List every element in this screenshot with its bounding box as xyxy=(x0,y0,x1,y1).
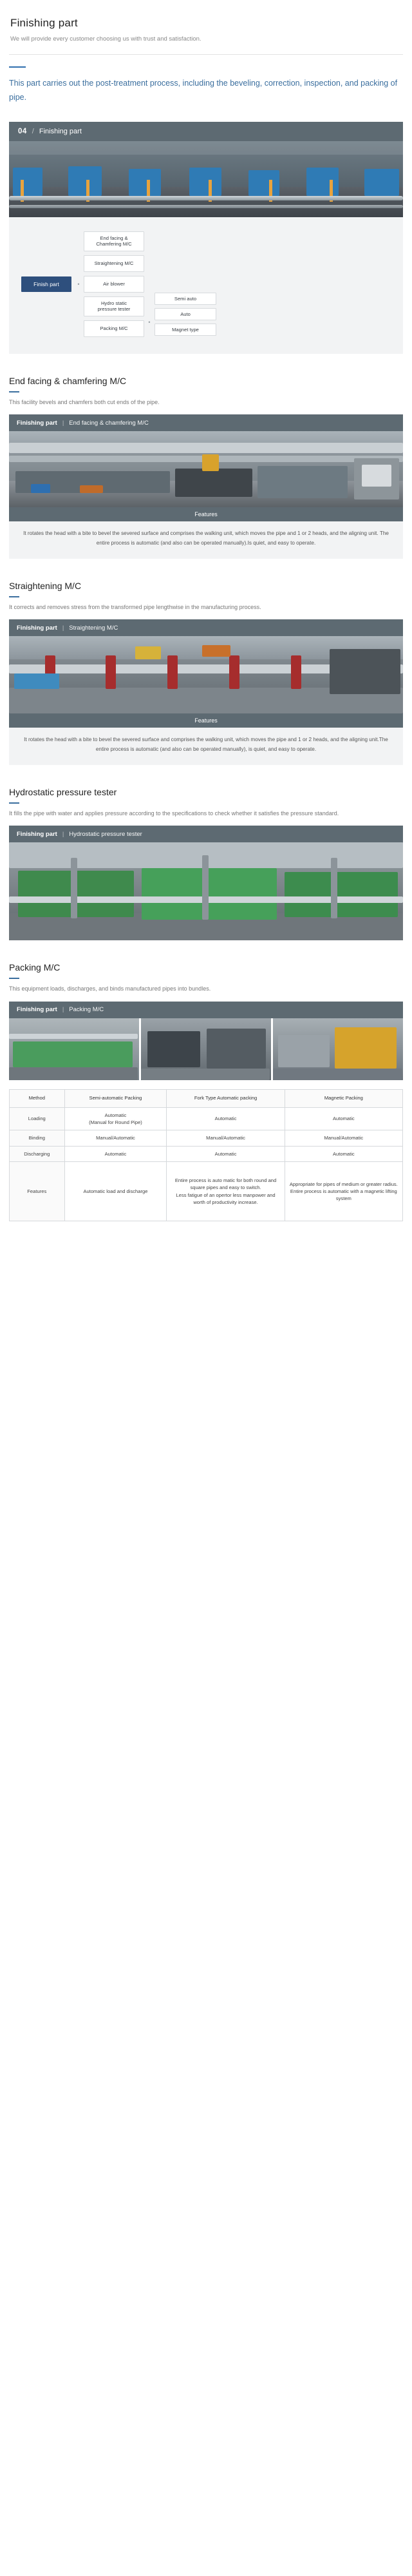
flow-middle-column xyxy=(84,231,144,337)
flow-node-hydro-tester[interactable]: Hydro static pressure tester xyxy=(84,296,144,316)
flow-node-end-facing[interactable]: End facing & Chamfering M/C xyxy=(84,231,144,251)
photo-green-machine xyxy=(13,1041,133,1067)
photo-yellow-unit xyxy=(135,646,161,659)
hero-photo xyxy=(9,141,403,217)
photo-red-roller xyxy=(229,655,239,689)
hero-machine xyxy=(248,170,279,196)
table-header-cell: Fork Type Automatic packing xyxy=(167,1089,285,1107)
photo-pipe xyxy=(9,443,403,453)
band-label: Hydrostatic pressure tester xyxy=(69,830,142,838)
flow-node-straightening[interactable]: Straightening M/C xyxy=(84,255,144,272)
hero-machine xyxy=(129,169,161,196)
section-packing xyxy=(9,962,403,1221)
band-separator: | xyxy=(62,830,64,838)
divider xyxy=(9,54,403,55)
table-cell: Manual/Automatic xyxy=(64,1130,167,1146)
photo-machine xyxy=(207,1029,266,1069)
hero-ceiling xyxy=(9,141,403,155)
band-title: Finishing part xyxy=(17,419,57,427)
gallery-photo xyxy=(273,1018,403,1080)
page-subtitle: We will provide every customer choosing us with trust and satisfaction. xyxy=(10,35,201,43)
hero-machine xyxy=(189,168,221,196)
photo-column xyxy=(202,855,209,920)
table-cell: Entire process is auto matic for both round and square pipes and easy to switch. Less fatigue of an opertor less manpower and worth of productivity increase. xyxy=(167,1162,285,1221)
photo-red-roller xyxy=(167,655,178,689)
photo-panel-face xyxy=(362,465,391,487)
photo-machine xyxy=(175,469,252,497)
photo-floor xyxy=(9,1067,138,1080)
photo-warning-light xyxy=(202,454,219,471)
section-description: This equipment loads, discharges, and binds manufactured pipes into bundles. xyxy=(9,985,211,993)
band-separator: | xyxy=(62,1006,64,1014)
table-header-cell: Method xyxy=(10,1089,65,1107)
process-flow-diagram xyxy=(9,217,403,354)
section-title: Finishing part xyxy=(39,128,82,135)
table-header-cell: Magnetic Packing xyxy=(285,1089,402,1107)
flow-node-packing[interactable]: Packing M/C xyxy=(84,320,144,337)
photo-blue-unit xyxy=(31,484,50,493)
flow-left-column xyxy=(19,276,73,292)
table-cell-method: Binding xyxy=(10,1130,65,1146)
flow-right-column xyxy=(154,293,216,336)
flow-node-semi-auto[interactable]: Semi auto xyxy=(154,293,216,305)
band-label: End facing & chamfering M/C xyxy=(69,419,149,427)
gallery-photo xyxy=(141,1018,271,1080)
section-band xyxy=(9,414,403,431)
section-heading: End facing & chamfering M/C xyxy=(9,375,127,386)
accent-bar xyxy=(9,66,26,68)
lead-paragraph: This part carries out the post-treatment process, including the beveling, correction, inspection, and packing of pipe. xyxy=(9,79,398,102)
packing-photo-gallery xyxy=(9,1018,403,1080)
gallery-photo xyxy=(9,1018,139,1080)
hero-pipe xyxy=(9,205,403,208)
hero-machine xyxy=(306,168,339,196)
features-header: Features xyxy=(9,713,403,728)
table-cell-method: Features xyxy=(10,1162,65,1221)
hero-machine xyxy=(68,166,102,196)
table-cell: Manual/Automatic xyxy=(285,1130,402,1146)
features-text: It rotates the head with a bite to bevel the severed surface and comprises the walking unit, which moves the pipe and 1 or 2 heads, and the aligning unit.The entire process is automatic (and also can be operated manually), is quiet, and easy to operate. xyxy=(9,728,403,765)
photo-floor xyxy=(141,1069,270,1080)
photo-green-machine xyxy=(285,872,398,917)
photo-floor xyxy=(273,1069,402,1080)
heading-underline xyxy=(9,596,19,597)
section-hydrostatic xyxy=(9,787,403,940)
intro-block xyxy=(9,0,403,44)
heading-underline xyxy=(9,978,19,979)
packing-comparison-table xyxy=(9,1089,403,1222)
section-straightening xyxy=(9,581,403,765)
photo-orange-unit xyxy=(202,645,230,657)
section-description: It corrects and removes stress from the transformed pipe lengthwise in the manufacturing process. xyxy=(9,603,261,610)
table-cell: Automatic xyxy=(167,1146,285,1161)
section-band xyxy=(9,619,403,636)
band-title: Finishing part xyxy=(17,830,57,838)
hero-pipe xyxy=(9,196,403,200)
heading-underline xyxy=(9,802,19,804)
section-photo xyxy=(9,842,403,940)
table-cell: Automatic xyxy=(167,1107,285,1130)
section-number: 04 xyxy=(18,128,27,135)
section-band xyxy=(9,826,403,842)
table-row xyxy=(10,1162,403,1221)
flow-node-auto[interactable]: Auto xyxy=(154,308,216,320)
photo-machine xyxy=(330,649,400,694)
band-label: Straightening M/C xyxy=(69,624,118,632)
features-header: Features xyxy=(9,507,403,521)
photo-yellow-machine xyxy=(335,1027,397,1069)
table-cell: Appropriate for pipes of medium or greater radius. Entire process is automatic with a magnetic lifting system xyxy=(285,1162,402,1221)
photo-orange-unit xyxy=(80,485,103,493)
band-separator: | xyxy=(62,624,64,632)
section-end-facing xyxy=(9,376,403,559)
table-cell: Automatic xyxy=(64,1146,167,1161)
hero-machine xyxy=(364,169,399,196)
band-title: Finishing part xyxy=(17,624,57,632)
hero-machine xyxy=(13,168,42,196)
table-cell: Automatic xyxy=(285,1107,402,1130)
band-title: Finishing part xyxy=(17,1006,57,1014)
page-title: Finishing part xyxy=(10,17,78,29)
section-description: It fills the pipe with water and applies pressure according to the specifications to check whether it satisfies the pressure standard. xyxy=(9,809,339,817)
photo-blue-unit xyxy=(14,673,59,689)
section-heading: Straightening M/C xyxy=(9,580,82,591)
table-header-row xyxy=(10,1089,403,1107)
section-photo xyxy=(9,636,403,713)
bottom-spacer xyxy=(9,1221,403,1279)
photo-column xyxy=(331,858,337,918)
photo-machine xyxy=(258,466,348,498)
section-separator: / xyxy=(32,128,34,135)
section-description: This facility bevels and chamfers both cut ends of the pipe. xyxy=(9,398,160,405)
flow-node-air-blower[interactable]: Air blower xyxy=(84,276,144,293)
section-heading: Packing M/C xyxy=(9,962,61,973)
section-band xyxy=(9,1002,403,1018)
photo-green-machine xyxy=(142,868,277,920)
band-separator: | xyxy=(62,419,64,427)
flow-connector-2: • xyxy=(148,318,151,325)
band-label: Packing M/C xyxy=(69,1006,104,1014)
section-hero-header xyxy=(9,122,403,141)
section-heading: Hydrostatic pressure tester xyxy=(9,786,117,797)
flow-node-magnet-type[interactable]: Magnet type xyxy=(154,324,216,336)
photo-column xyxy=(71,858,77,918)
table-header-cell: Semi-automatic Packing xyxy=(64,1089,167,1107)
table-cell: Automatic xyxy=(285,1146,402,1161)
table-row xyxy=(10,1146,403,1161)
features-text: It rotates the head with a bite to bevel the severed surface and comprises the walking unit, which moves the pipe and 1 or 2 heads, and the aligning unit. The entire process is automatic (and also can be operated manually).Is quiet, and easy to operate. xyxy=(9,521,403,559)
flow-connector: • xyxy=(77,280,80,287)
photo-machine xyxy=(147,1031,200,1067)
table-row xyxy=(10,1107,403,1130)
table-cell: Manual/Automatic xyxy=(167,1130,285,1146)
photo-red-roller xyxy=(106,655,116,689)
table-cell: Automatic (Manual for Round Pipe) xyxy=(64,1107,167,1130)
photo-pipe-bundle xyxy=(278,1035,330,1067)
section-photo xyxy=(9,431,403,507)
photo-red-roller xyxy=(291,655,301,689)
table-cell: Automatic load and discharge xyxy=(64,1162,167,1221)
table-cell-method: Discharging xyxy=(10,1146,65,1161)
table-cell-method: Loading xyxy=(10,1107,65,1130)
photo-pipe xyxy=(9,1034,138,1039)
heading-underline xyxy=(9,391,19,392)
table-row xyxy=(10,1130,403,1146)
flow-node-primary[interactable]: Finish part xyxy=(21,276,71,292)
